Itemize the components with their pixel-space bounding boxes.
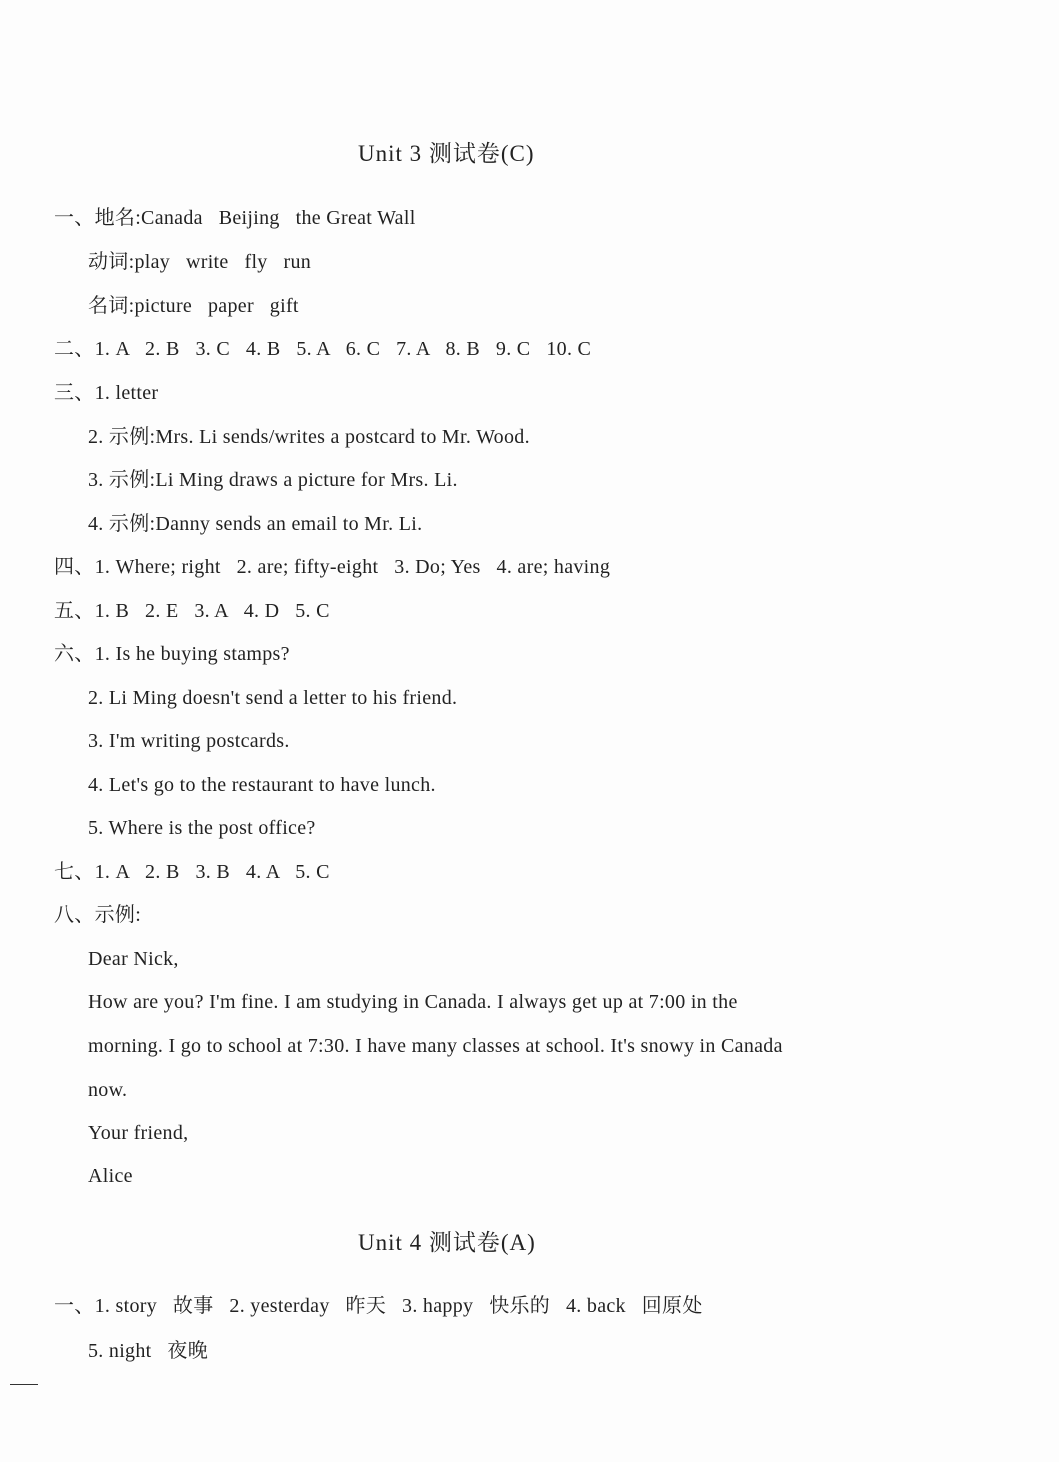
section-title-unit3: Unit 3 测试卷(C) bbox=[358, 141, 535, 166]
unit3-q8-label: 八、示例: bbox=[54, 904, 142, 926]
unit4-q1-line1: 一、1. story 故事 2. yesterday 昨天 3. happy 快乐的 4. back 回原处 bbox=[54, 1295, 703, 1317]
unit3-q3-item3: 3. 示例:Li Ming draws a picture for Mrs. Li. bbox=[88, 469, 458, 491]
unit3-q3-item4: 4. 示例:Danny sends an email to Mr. Li. bbox=[88, 513, 423, 535]
page-corner-rule bbox=[10, 1384, 38, 1385]
unit3-q1-verbs: 动词:play write fly run bbox=[88, 251, 312, 273]
unit3-q7-answers: 七、1. A 2. B 3. B 4. A 5. C bbox=[54, 861, 330, 883]
unit3-q6-item2: 2. Li Ming doesn't send a letter to his friend. bbox=[88, 687, 458, 709]
unit3-q3-item2: 2. 示例:Mrs. Li sends/writes a postcard to Mr. Wood. bbox=[88, 426, 530, 448]
letter-body-line2: morning. I go to school at 7:30. I have many classes at school. It's snowy in Canada bbox=[88, 1035, 783, 1057]
section-title-unit4: Unit 4 测试卷(A) bbox=[358, 1230, 536, 1255]
unit3-q4-answers: 四、1. Where; right 2. are; fifty-eight 3. Do; Yes 4. are; having bbox=[54, 556, 611, 578]
letter-signature: Alice bbox=[88, 1165, 133, 1187]
letter-greeting: Dear Nick, bbox=[88, 948, 179, 970]
unit3-q1-place-names: 一、地名:Canada Beijing the Great Wall bbox=[54, 207, 416, 229]
unit3-q6-item5: 5. Where is the post office? bbox=[88, 817, 316, 839]
unit3-q6-item1: 六、1. Is he buying stamps? bbox=[54, 643, 290, 665]
unit3-q2-answers: 二、1. A 2. B 3. C 4. B 5. A 6. C 7. A 8. B 9. C 10. C bbox=[54, 338, 592, 360]
unit3-q5-answers: 五、1. B 2. E 3. A 4. D 5. C bbox=[54, 600, 330, 622]
unit4-q1-line2: 5. night 夜晚 bbox=[88, 1340, 209, 1362]
unit3-q6-item3: 3. I'm writing postcards. bbox=[88, 730, 290, 752]
unit3-q1-nouns: 名词:picture paper gift bbox=[88, 295, 299, 317]
unit3-q6-item4: 4. Let's go to the restaurant to have lunch. bbox=[88, 774, 436, 796]
unit3-q3-item1: 三、1. letter bbox=[54, 382, 159, 404]
letter-body-line1: How are you? I'm fine. I am studying in Canada. I always get up at 7:00 in the bbox=[88, 991, 738, 1013]
letter-body-line3: now. bbox=[88, 1079, 128, 1101]
letter-closing: Your friend, bbox=[88, 1122, 189, 1144]
